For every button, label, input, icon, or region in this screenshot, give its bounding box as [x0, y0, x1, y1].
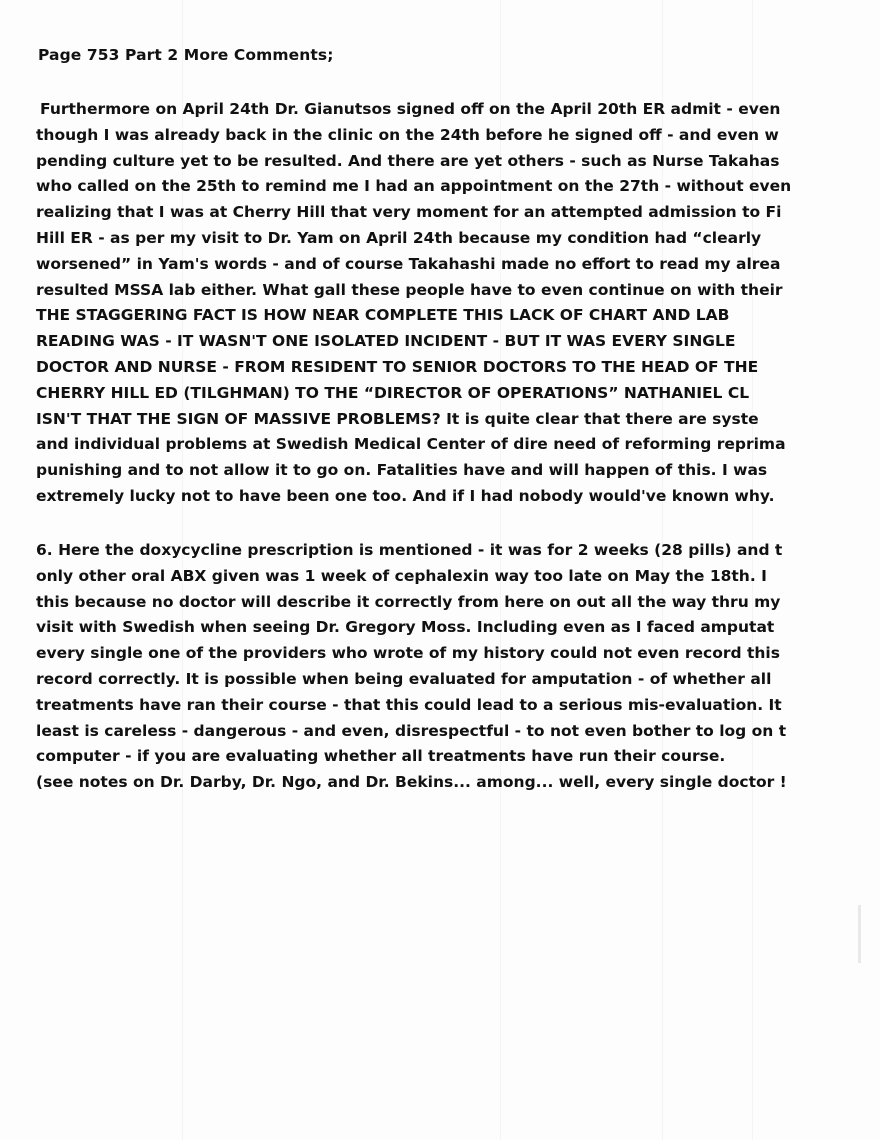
page-heading: Page 753 Part 2 More Comments; — [38, 46, 334, 64]
text-line: extremely lucky not to have been one too. And if I had nobody would've known why. — [36, 486, 775, 505]
text-line: READING WAS - IT WASN'T ONE ISOLATED INCIDENT - BUT IT WAS EVERY SINGLE — [36, 332, 736, 351]
text-line: Furthermore on April 24th Dr. Gianutsos signed off on the April 20th ER admit - even — [40, 100, 781, 118]
text-line: least is careless - dangerous - and even, disrespectful - to not even bother to log on t — [36, 721, 787, 740]
text-line: this because no doctor will describe it correctly from here on out all the way thru my — [36, 592, 781, 611]
text-line: computer - if you are evaluating whether all treatments have run their course. — [36, 747, 726, 766]
comment-paragraph-1 — [36, 97, 791, 510]
text-line: though I was already back in the clinic on the 24th before he signed off - and even w — [36, 125, 779, 144]
text-line: only other oral ABX given was 1 week of cephalexin way too late on May the 18th. I — [36, 566, 767, 585]
text-line: treatments have ran their course - that this could lead to a serious mis-evaluation. It — [36, 695, 782, 714]
text-line: CHERRY HILL ED (TILGHMAN) TO THE “DIRECTOR OF OPERATIONS” NATHANIEL CL — [36, 383, 750, 402]
text-line: THE STAGGERING FACT IS HOW NEAR COMPLETE THIS LACK OF CHART AND LAB — [36, 306, 730, 325]
text-line: (see notes on Dr. Darby, Dr. Ngo, and Dr. Bekins... among... well, every single doctor ! — [36, 773, 787, 792]
text-line: record correctly. It is possible when being evaluated for amputation - of whether all — [36, 669, 772, 688]
text-line: worsened” in Yam's words - and of course Takahashi made no effort to read my alrea — [36, 254, 781, 273]
scan-edge-mark — [858, 905, 861, 963]
text-line: who called on the 25th to remind me I had an appointment on the 27th - without even — [36, 177, 792, 196]
text-line: Hill ER - as per my visit to Dr. Yam on April 24th because my condition had “clearly — [36, 228, 762, 247]
text-line: punishing and to not allow it to go on. Fatalities have and will happen of this. I was — [36, 461, 768, 480]
text-line: every single one of the providers who wrote of my history could not even record this — [36, 644, 780, 663]
text-line: 6. Here the doxycycline prescription is mentioned - it was for 2 weeks (28 pills) and t — [36, 541, 783, 559]
text-line: pending culture yet to be resulted. And there are yet others - such as Nurse Takahas — [36, 151, 780, 170]
text-line: resulted MSSA lab either. What gall these people have to even continue on with their — [36, 280, 783, 299]
comment-paragraph-2 — [36, 538, 787, 796]
text-line: realizing that I was at Cherry Hill that very moment for an attempted admission to Fi — [36, 203, 782, 222]
text-line: and individual problems at Swedish Medical Center of dire need of reforming reprima — [36, 435, 786, 454]
text-line: ISN'T THAT THE SIGN OF MASSIVE PROBLEMS? It is quite clear that there are syste — [36, 409, 759, 428]
text-line: visit with Swedish when seeing Dr. Gregory Moss. Including even as I faced amputat — [36, 618, 775, 637]
text-line: DOCTOR AND NURSE - FROM RESIDENT TO SENIOR DOCTORS TO THE HEAD OF THE — [36, 357, 759, 376]
